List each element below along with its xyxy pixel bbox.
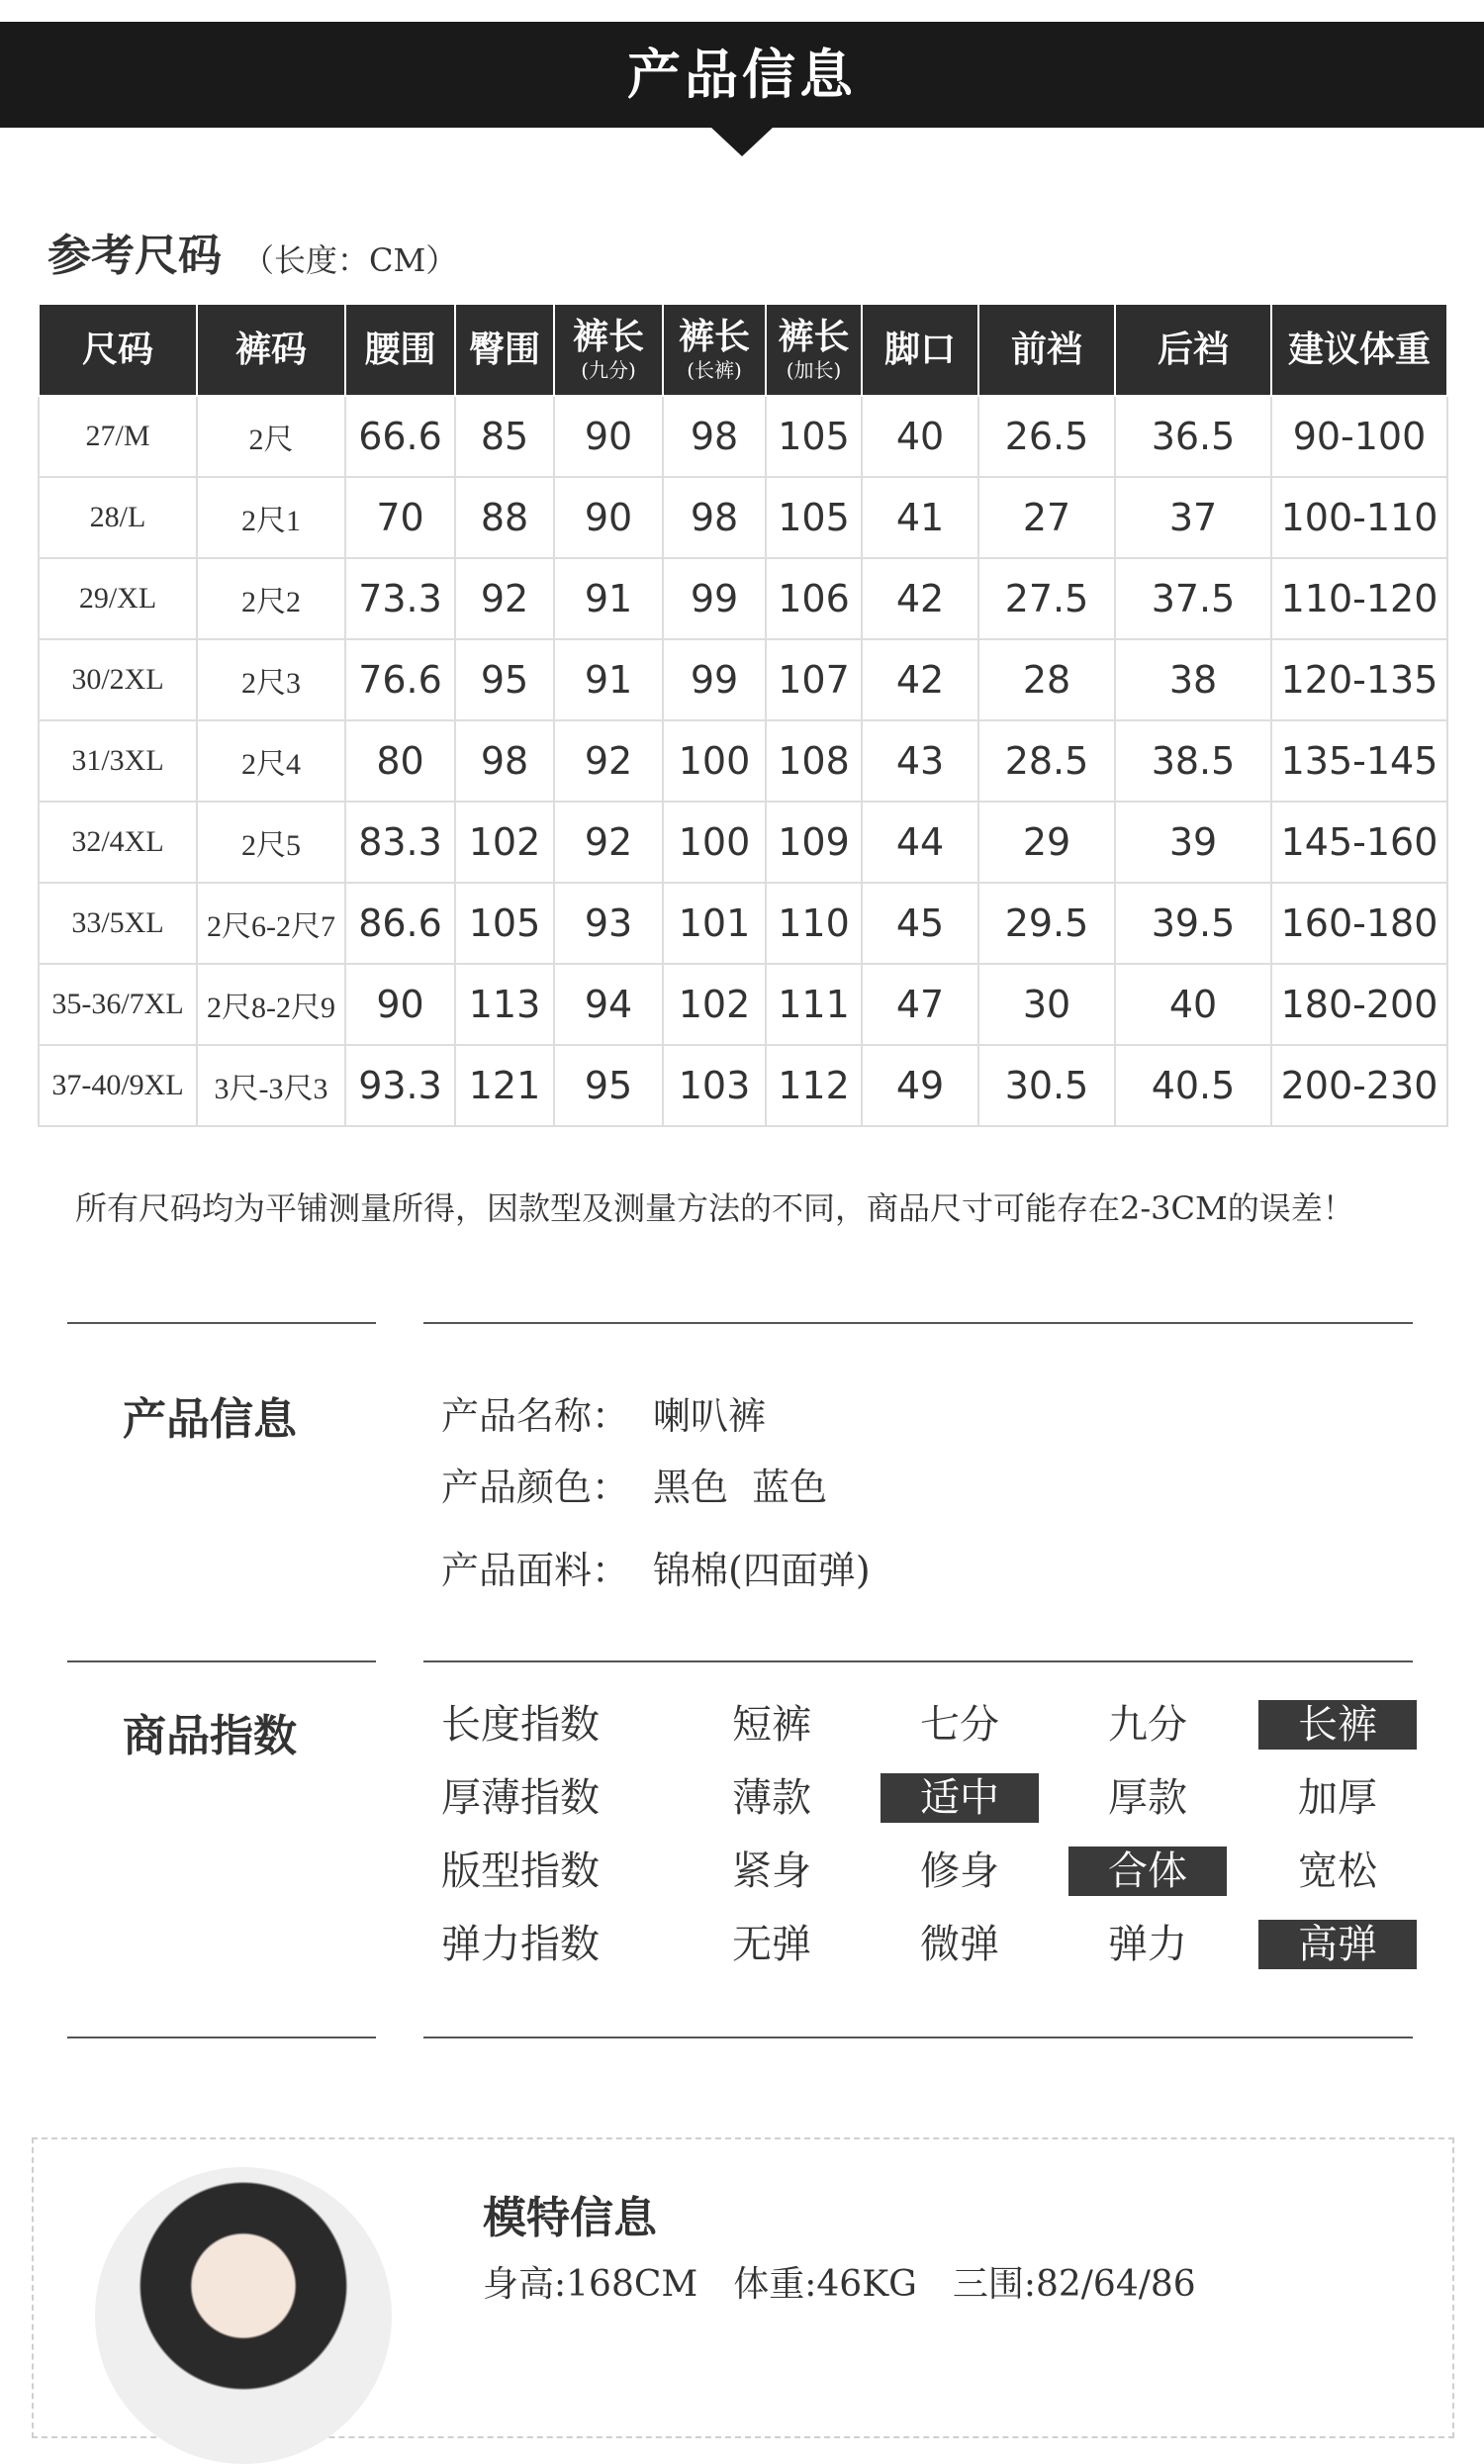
table-cell: 90	[554, 396, 663, 477]
table-cell: 112	[766, 1045, 862, 1126]
table-cell: 100-110	[1271, 477, 1447, 558]
table-cell: 49	[862, 1045, 978, 1126]
table-row	[39, 964, 1447, 1045]
table-cell: 88	[455, 477, 554, 558]
model-stats	[483, 2256, 1232, 2307]
table-cell: 73.3	[345, 558, 455, 639]
table-cell: 135-145	[1271, 720, 1447, 802]
table-row	[39, 477, 1447, 558]
table-cell: 93.3	[345, 1045, 455, 1126]
table-cell: 2尺	[197, 396, 345, 477]
table-cell: 86.6	[345, 883, 455, 964]
banner-pointer-icon	[710, 127, 774, 156]
table-cell: 160-180	[1271, 883, 1447, 964]
size-col-header	[455, 304, 554, 396]
table-cell: 43	[862, 720, 978, 802]
product-info-title: 产品信息	[123, 1394, 297, 1445]
header-banner	[0, 22, 1484, 128]
table-cell: 180-200	[1271, 964, 1447, 1045]
divider	[67, 1660, 376, 1662]
size-col-header	[1115, 304, 1271, 396]
table-cell: 40	[1115, 964, 1271, 1045]
table-cell: 38.5	[1115, 720, 1271, 802]
size-col-header	[978, 304, 1115, 396]
table-cell: 30.5	[978, 1045, 1115, 1126]
table-cell: 102	[663, 964, 766, 1045]
table-cell: 92	[554, 720, 663, 802]
size-table	[38, 303, 1448, 1127]
table-cell: 98	[663, 477, 766, 558]
table-cell: 27	[978, 477, 1115, 558]
table-cell: 29/XL	[39, 558, 197, 639]
index-option: 加厚	[1298, 1775, 1377, 1821]
col-header-label: 裤长	[572, 316, 644, 358]
model-info-title: 模特信息	[483, 2193, 657, 2243]
index-row	[441, 1700, 1431, 1759]
table-cell: 102	[455, 802, 554, 883]
table-cell: 28.5	[978, 720, 1115, 802]
col-header-label: 尺码	[81, 328, 153, 370]
col-header-label: 裤码	[234, 328, 307, 370]
table-cell: 37-40/9XL	[39, 1045, 197, 1126]
info-label: 产品颜色：	[441, 1466, 630, 1509]
table-row	[39, 720, 1447, 802]
table-cell: 108	[766, 720, 862, 802]
table-cell: 90	[345, 964, 455, 1045]
table-cell: 2尺1	[197, 477, 345, 558]
col-header-label: 建议体重	[1287, 328, 1431, 370]
table-cell: 2尺2	[197, 558, 345, 639]
col-header-sub: (九分)	[581, 357, 636, 382]
size-col-header	[1271, 304, 1447, 396]
table-cell: 38	[1115, 639, 1271, 720]
table-cell: 41	[862, 477, 978, 558]
table-cell: 93	[554, 883, 663, 964]
table-cell: 39	[1115, 802, 1271, 883]
size-section-title: 参考尺码	[47, 231, 222, 281]
table-cell: 28	[978, 639, 1115, 720]
table-cell: 200-230	[1271, 1045, 1447, 1126]
table-cell: 37.5	[1115, 558, 1271, 639]
index-label: 长度指数	[441, 1702, 600, 1748]
index-option-selected: 合体	[1068, 1847, 1227, 1896]
index-row	[441, 1847, 1431, 1906]
table-cell: 100	[663, 720, 766, 802]
table-cell: 110	[766, 883, 862, 964]
divider	[423, 2037, 1413, 2038]
model-measurements: 三围:82/64/86	[952, 2264, 1196, 2305]
info-label: 产品面料：	[441, 1549, 630, 1592]
table-cell: 105	[766, 396, 862, 477]
table-cell: 44	[862, 802, 978, 883]
table-cell: 110-120	[1271, 558, 1447, 639]
table-cell: 66.6	[345, 396, 455, 477]
table-cell: 76.6	[345, 639, 455, 720]
table-cell: 26.5	[978, 396, 1115, 477]
col-header-label: 后裆	[1157, 328, 1229, 370]
model-avatar	[95, 2167, 392, 2464]
table-cell: 3尺-3尺3	[197, 1045, 345, 1126]
table-cell: 80	[345, 720, 455, 802]
col-header-sub: (长裤)	[687, 357, 742, 382]
table-cell: 2尺3	[197, 639, 345, 720]
table-cell: 70	[345, 477, 455, 558]
table-cell: 29	[978, 802, 1115, 883]
table-cell: 37	[1115, 477, 1271, 558]
table-cell: 33/5XL	[39, 883, 197, 964]
index-label: 厚薄指数	[441, 1775, 600, 1821]
table-cell: 92	[554, 802, 663, 883]
index-option: 微弹	[920, 1922, 999, 1967]
table-cell: 30/2XL	[39, 639, 197, 720]
table-row	[39, 1045, 1447, 1126]
index-label: 弹力指数	[441, 1922, 600, 1967]
table-cell: 91	[554, 558, 663, 639]
table-row	[39, 639, 1447, 720]
table-cell: 99	[663, 558, 766, 639]
table-cell: 99	[663, 639, 766, 720]
size-col-header	[663, 304, 766, 396]
table-cell: 105	[455, 883, 554, 964]
table-cell: 103	[663, 1045, 766, 1126]
table-cell: 145-160	[1271, 802, 1447, 883]
table-cell: 98	[663, 396, 766, 477]
info-row-fabric	[441, 1540, 871, 1594]
table-cell: 31/3XL	[39, 720, 197, 802]
table-row	[39, 396, 1447, 477]
table-cell: 83.3	[345, 802, 455, 883]
table-cell: 98	[455, 720, 554, 802]
col-header-label: 裤长	[678, 316, 750, 358]
col-header-label: 前裆	[1010, 328, 1082, 370]
table-cell: 36.5	[1115, 396, 1271, 477]
size-table-header	[39, 304, 1447, 396]
size-unit-note: （长度：CM）	[242, 241, 458, 279]
table-cell: 2尺5	[197, 802, 345, 883]
table-cell: 47	[862, 964, 978, 1045]
table-cell: 45	[862, 883, 978, 964]
table-cell: 100	[663, 802, 766, 883]
index-row	[441, 1773, 1431, 1833]
index-option: 修身	[920, 1848, 999, 1894]
size-col-header	[197, 304, 345, 396]
info-value: 黑色 蓝色	[653, 1466, 828, 1509]
col-header-sub: (加长)	[786, 357, 842, 382]
index-option: 无弹	[732, 1922, 811, 1967]
index-option: 弹力	[1108, 1922, 1187, 1967]
table-row	[39, 802, 1447, 883]
index-option: 短裤	[732, 1702, 811, 1748]
table-cell: 2尺6-2尺7	[197, 883, 345, 964]
table-cell: 40.5	[1115, 1045, 1271, 1126]
table-cell: 101	[663, 883, 766, 964]
table-cell: 95	[554, 1045, 663, 1126]
table-cell: 85	[455, 396, 554, 477]
index-option: 七分	[920, 1702, 999, 1748]
info-row-color	[441, 1457, 827, 1511]
table-row	[39, 883, 1447, 964]
divider	[67, 2037, 376, 2038]
index-option-selected: 高弹	[1258, 1920, 1417, 1969]
col-header-label: 脚口	[883, 328, 956, 370]
info-value: 喇叭裤	[653, 1394, 767, 1438]
table-cell: 107	[766, 639, 862, 720]
table-cell: 27/M	[39, 396, 197, 477]
index-option: 紧身	[732, 1848, 811, 1894]
index-option: 宽松	[1298, 1848, 1377, 1894]
table-cell: 2尺8-2尺9	[197, 964, 345, 1045]
size-col-header	[554, 304, 663, 396]
index-option: 厚款	[1108, 1775, 1187, 1821]
size-disclaimer: 所有尺码均为平铺测量所得，因款型及测量方法的不同，商品尺寸可能存在2-3CM的误差！	[75, 1189, 1354, 1227]
table-cell: 95	[455, 639, 554, 720]
size-col-header	[766, 304, 862, 396]
divider	[423, 1660, 1413, 1662]
table-cell: 92	[455, 558, 554, 639]
info-row-name	[441, 1385, 766, 1440]
table-cell: 32/4XL	[39, 802, 197, 883]
model-height: 身高:168CM	[483, 2264, 698, 2305]
table-cell: 106	[766, 558, 862, 639]
divider	[423, 1322, 1413, 1324]
info-label: 产品名称：	[441, 1394, 630, 1438]
table-cell: 39.5	[1115, 883, 1271, 964]
index-option-selected: 适中	[881, 1773, 1039, 1823]
col-header-label: 裤长	[778, 316, 850, 358]
table-cell: 121	[455, 1045, 554, 1126]
size-col-header	[862, 304, 978, 396]
table-cell: 27.5	[978, 558, 1115, 639]
divider	[67, 1322, 376, 1324]
info-value: 锦棉(四面弹)	[653, 1549, 871, 1592]
table-cell: 28/L	[39, 477, 197, 558]
product-index-title: 商品指数	[123, 1711, 297, 1761]
table-cell: 29.5	[978, 883, 1115, 964]
table-cell: 105	[766, 477, 862, 558]
index-option-selected: 长裤	[1258, 1700, 1417, 1750]
table-cell: 109	[766, 802, 862, 883]
table-cell: 94	[554, 964, 663, 1045]
index-option: 薄款	[732, 1775, 811, 1821]
size-col-header	[39, 304, 197, 396]
col-header-label: 腰围	[364, 328, 436, 370]
table-cell: 91	[554, 639, 663, 720]
index-row	[441, 1920, 1431, 1979]
table-cell: 30	[978, 964, 1115, 1045]
table-cell: 35-36/7XL	[39, 964, 197, 1045]
size-col-header	[345, 304, 455, 396]
table-cell: 120-135	[1271, 639, 1447, 720]
table-cell: 113	[455, 964, 554, 1045]
index-option: 九分	[1108, 1702, 1187, 1748]
model-weight: 体重:46KG	[733, 2264, 917, 2305]
table-cell: 2尺4	[197, 720, 345, 802]
table-cell: 42	[862, 558, 978, 639]
col-header-label: 臀围	[468, 328, 540, 370]
table-cell: 42	[862, 639, 978, 720]
page-title: 产品信息	[627, 43, 857, 106]
table-cell: 40	[862, 396, 978, 477]
table-cell: 111	[766, 964, 862, 1045]
table-cell: 90	[554, 477, 663, 558]
table-cell: 90-100	[1271, 396, 1447, 477]
table-row	[39, 558, 1447, 639]
index-label: 版型指数	[441, 1848, 600, 1894]
